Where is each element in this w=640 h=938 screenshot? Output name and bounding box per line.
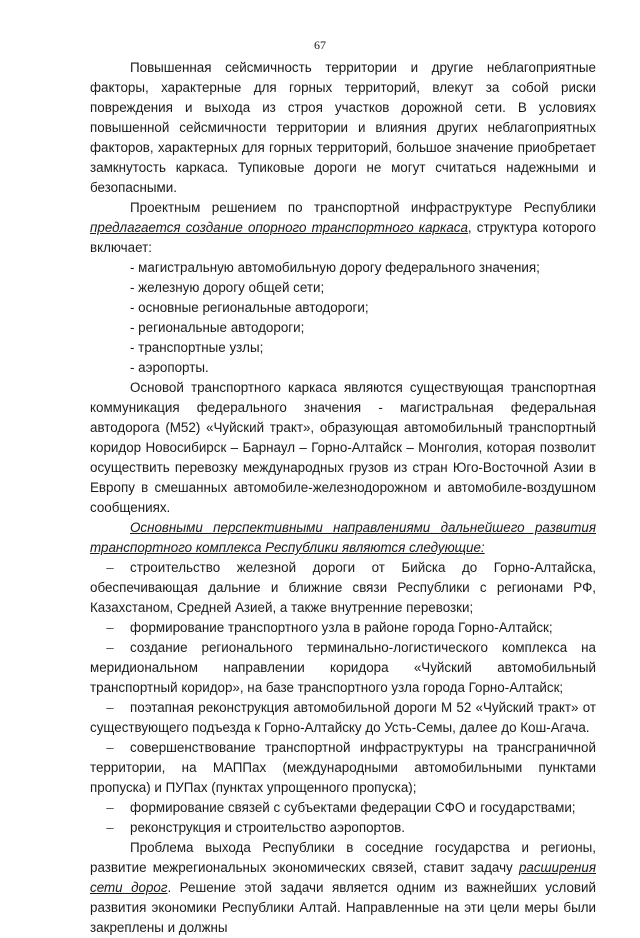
emphasis-text: Основными перспективными направлениями дальнейшего развития транспортного комплекса Республики являются следующие: [90,520,596,555]
list-item [90,818,596,838]
list-item-text: формирование связей с субъектами федерации СФО и государствами; [130,800,576,815]
list-item [90,698,596,738]
list-item-text: совершенствование транспортной инфраструктуры на трансграничной территории, на МАППах (международными автомобильными пунктами пропуска) и ПУПах (пунктах упрощенного пропуска); [90,740,596,795]
dash-bullet: – [106,640,114,655]
list-item: - региональные автодороги; [130,320,305,335]
list-item: - транспортные узлы; [130,340,264,355]
list-item-text: поэтапная реконструкция автомобильной дороги М 52 «Чуйский тракт» от существующего подъезда к Горно-Алтайску до Усть-Семы, далее до Кош-Агача. [90,700,596,735]
list-item-text: реконструкция и строительство аэропортов. [130,820,405,835]
list-item-text: создание регионального терминально-логистического комплекса на меридиональном направлении коридора «Чуйский автомобильный транспортный коридор», на базе транспортного узла города Горно-Алтайск; [90,640,596,695]
dash-bullet: – [106,800,114,815]
page-number: 67 [314,38,326,52]
list-item [90,798,596,818]
list-item [90,618,596,638]
paragraph-text: Проблема выхода Республики в соседние государства и регионы, развитие межрегиональных экономических связей, ставит задачу [90,840,596,875]
dash-bullet: – [106,820,114,835]
list-item: - магистральную автомобильную дорогу федерального значения; [130,260,540,275]
paragraph-road-network [90,838,596,938]
dash-bullet: – [106,560,114,575]
paragraph-seismicity: Повышенная сейсмичность территории и другие неблагоприятные факторы, характерные для горных территорий, влекут за собой риски повреждения и выхода из строя участков дорожной сети. В условиях повышенной сейсмичности территории и влияния других неблагоприятных факторов, характерных для горных территорий, большое значение приобретает замкнутость каркаса. Тупиковые дороги не могут считаться надежными и безопасными. [90,60,596,195]
list-item-text: строительство железной дороги от Бийска до Горно-Алтайска, обеспечивающая дальние и ближние связи Республики с регионами РФ, Казахстаном, Средней Азией, а также внутренние перевозки; [90,560,596,615]
paragraph-directions-heading [90,518,596,558]
list-item: - основные региональные автодороги; [130,300,369,315]
list-item [90,558,596,618]
dash-bullet: – [106,700,114,715]
paragraph-text: Проектным решением по транспортной инфраструктуре Республики [130,200,596,215]
dash-bullet: – [106,620,114,635]
directions-list [90,558,596,838]
emphasis-text: предлагается создание опорного транспортного каркаса [90,220,468,235]
emphasis-text: расширения сети дорог [90,860,596,895]
list-item [90,738,596,798]
list-item: - железную дорогу общей сети; [130,280,325,295]
body-text [90,58,596,938]
list-item [90,638,596,698]
paragraph-project-solution [90,198,596,258]
paragraph-framework-basis: Основой транспортного каркаса являются существующая транспортная коммуникация федерального значения - магистральная федеральная автодорога (М52) «Чуйский тракт», образующая автомобильный транспортный коридор Новосибирск – Барнаул – Горно-Алтайск – Монголия, которая позволит осуществить перевозку международных грузов из стран Юго-Восточной Азии в Европу в смешанных автомобиле-железнодорожном и автомобиле-воздушном сообщениях. [90,380,596,515]
list-item-text: формирование транспортного узла в районе города Горно-Алтайск; [130,620,553,635]
framework-list [90,258,596,378]
dash-bullet: – [106,740,114,755]
list-item: - аэропорты. [130,360,209,375]
paragraph-text: , структура которого включает: [90,220,596,255]
paragraph-text: . Решение этой задачи является одним из важнейших условий развития экономики Республики Алтай. Направленные на эти цели меры были закреплены и должны [90,880,596,935]
